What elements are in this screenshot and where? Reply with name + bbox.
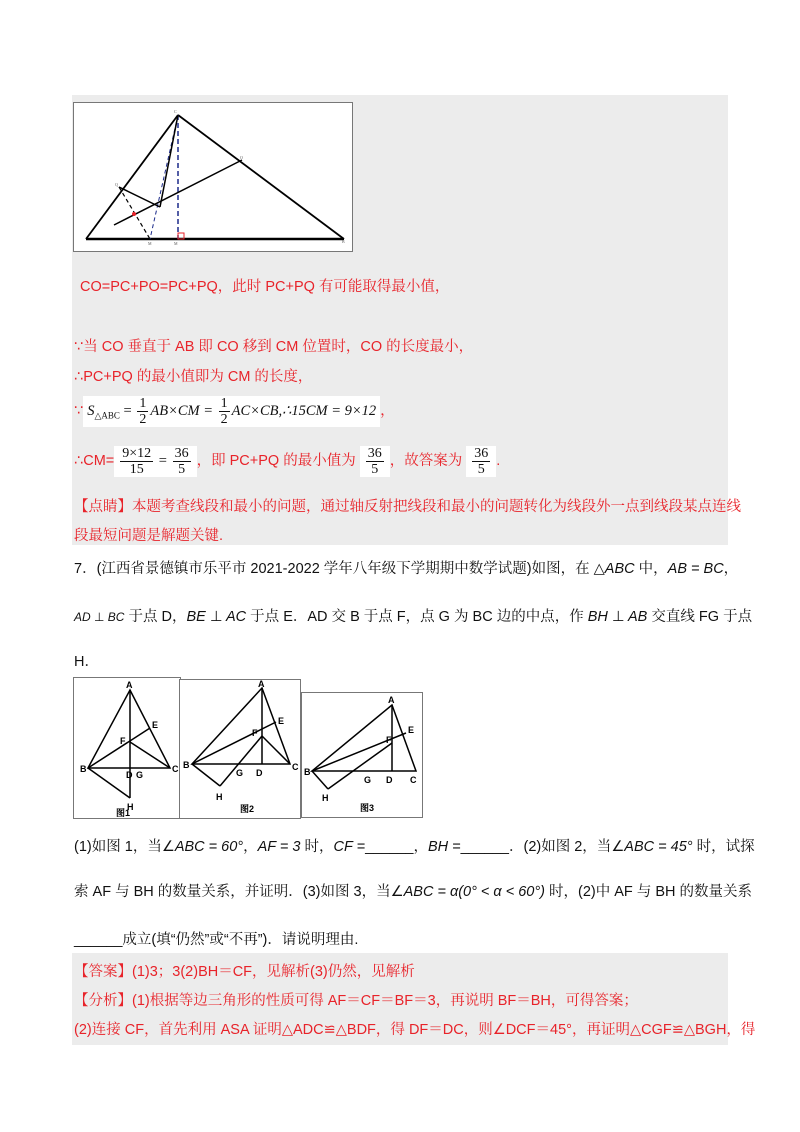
figure-3-caption: 图3 [360,803,375,813]
svg-text:H: H [322,793,329,803]
svg-text:O: O [240,155,243,160]
solution-line-4: ∵ $S_{\triangle ABC}$ = $\frac{1}{2}$ AB×CM = $\frac{1}{2}$ AC×CB,∴15CM = 9×12 ， [74,396,395,427]
svg-text:F: F [120,736,126,746]
svg-text:C: C [174,109,177,114]
svg-text:M: M [174,241,178,246]
svg-text:D: D [256,768,263,778]
figure-1-diagram [74,678,180,818]
problem7-line-3: H． [74,654,99,670]
svg-text:A: A [388,695,395,705]
figure-3 [301,692,423,818]
figure-2 [179,679,301,819]
question-line-2: 索 AF 与 BH 的数量关系，并证明．(3)如图 3，当∠ABC = α(0° < α < 60°) 时，(2)中 AF 与 BH 的数量关系 [74,884,753,900]
svg-text:D: D [126,770,133,780]
area-formula: $S_{\triangle ABC}$ = $\frac{1}{2}$ AB×CM = $\frac{1}{2}$ AC×CB,∴15CM = 9×12 [83,396,380,427]
answer-value: $\frac{36}{5}$ [466,446,496,477]
svg-text:E: E [408,725,415,735]
answer-blank-relation: ______ [74,932,123,948]
answer-line: 【答案】(1)3；3(2)BH＝CF，见解析(3)仍然，见解析 [74,964,415,980]
answer-blank-cf: ______ [365,839,414,855]
because-symbol: ∵ [74,402,84,419]
analysis-line-2: (2)连接 CF，首先利用 ASA 证明△ADC≌△BDF，得 DF＝DC，则∠DCF＝45°，再证明△CGF≌△BGH，得 [74,1022,756,1038]
svg-text:G: G [236,768,244,778]
svg-text:H: H [216,792,223,802]
analysis-line-1: 【分析】(1)根据等边三角形的性质可得 AF＝CF＝BF＝3，再说明 BF＝BH，可得答案； [74,993,638,1009]
svg-text:C: C [172,764,179,774]
figure-2-diagram [180,680,300,818]
question-line-3: ______成立(填“仍然”或“不再”)．请说明理由. [74,932,359,948]
analysis-tag: 【分析】 [74,993,132,1009]
svg-text:F: F [386,735,392,745]
figure-2-caption: 图2 [240,804,255,814]
triangle-diagram [74,103,352,251]
problem7-line-2: AD ⊥ BC 于点 D，BE ⊥ AC 于点 E．AD 交 B 于点 F，点 G 为 BC 边的中点，作 BH ⊥ AB 交直线 FG 于点 [74,609,753,625]
solution-line-5: ∴CM= $\frac{9\times 12}{15}$ = $\frac{36}{5}$ ，即 PC+PQ 的最小值为 $\frac{36}{5}$ ，故答案为 $\frac{36}{5}$ . [74,446,501,477]
min-value: $\frac{36}{5}$ [360,446,390,477]
svg-text:E: E [278,716,285,726]
problem7-line-1: 7．(江西省景德镇市乐平市 2021-2022 学年八年级下学期期中数学试题)如图，在 △ABC 中，AB = BC， [74,561,739,577]
svg-text:M: M [148,241,152,246]
fraction-half-2: $\frac{1}{2}$ [220,396,228,427]
triangle-figure-top [73,102,353,252]
svg-text:B: B [304,767,311,777]
solution-line-1: CO=PC+PO=PC+PQ，此时 PC+PQ 有可能取得最小值， [80,279,450,295]
cm-value: $\frac{9\times 12}{15}$ = $\frac{36}{5}$ [114,446,196,477]
svg-text:G: G [364,775,372,785]
svg-text:F: F [252,728,258,738]
comment-line-1: 【点睛】本题考查线段和最小的问题，通过轴反射把线段和最小的问题转化为线段外一点到线段某点连线 [74,499,741,515]
svg-text:A: A [258,680,265,689]
svg-text:H: H [127,802,134,812]
svg-text:B: B [183,760,190,770]
svg-text:B: B [342,239,345,244]
svg-text:A: A [126,680,133,690]
svg-text:C: C [410,775,417,785]
comment-line-2: 段最短问题是解题关键. [74,528,224,544]
svg-text:D: D [386,775,393,785]
svg-text:C: C [292,762,299,772]
answer-tag: 【答案】 [74,964,132,980]
figure-3-diagram [302,693,422,817]
fraction-half-1: $\frac{1}{2}$ [139,396,147,427]
question-line-1: (1)如图 1，当∠ABC = 60°，AF = 3 时，CF =______，BH =______．(2)如图 2，当∠ABC = 45° 时，试探 [74,839,755,855]
comment-tag: 【点睛】 [74,499,132,515]
svg-text:E: E [152,720,159,730]
svg-text:Q: Q [115,182,118,187]
figure-1 [73,677,181,819]
figure-1-caption: 图1 [116,808,131,818]
answer-blank-bh: ______ [460,839,509,855]
solution-line-2: ∵当 CO 垂直于 AB 即 CO 移到 CM 位置时，CO 的长度最小， [74,339,474,355]
svg-text:G: G [136,770,144,780]
solution-line-3: ∴PC+PQ 的最小值即为 CM 的长度， [74,369,313,385]
svg-text:B: B [80,764,87,774]
